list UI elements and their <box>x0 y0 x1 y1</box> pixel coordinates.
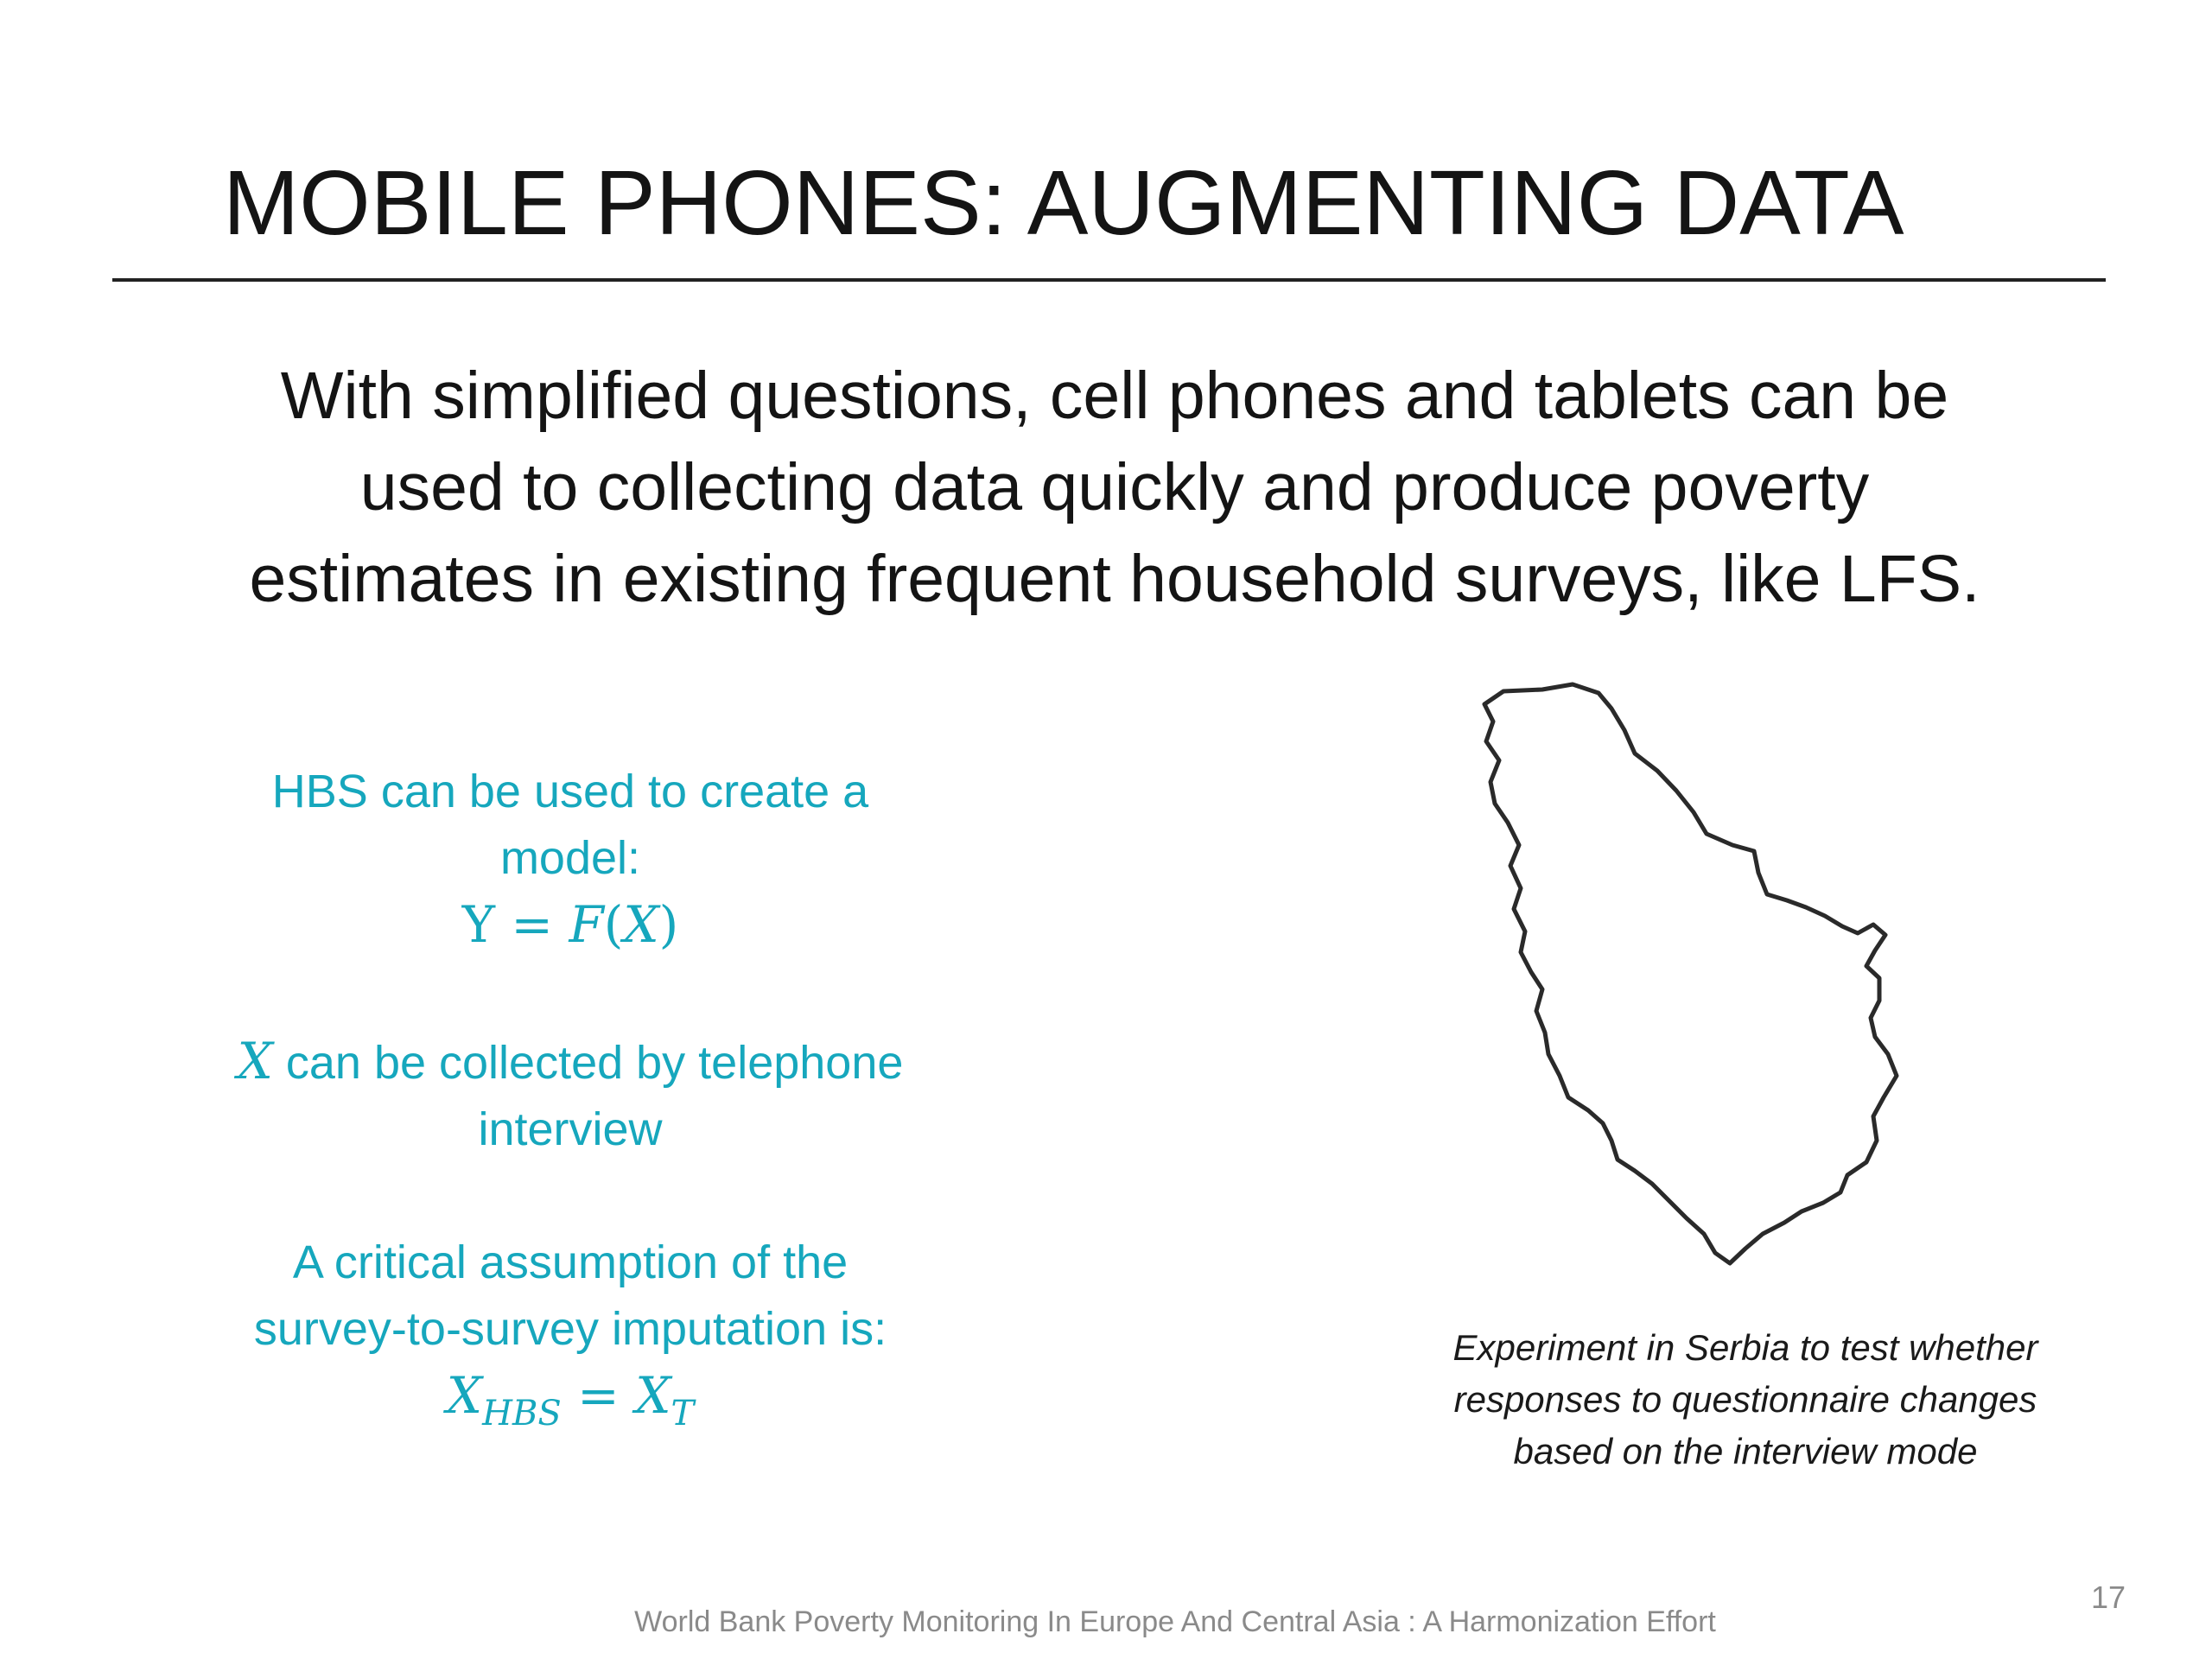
intro-line: used to collecting data quickly and produce poverty <box>359 450 1870 524</box>
formula-close-paren: ) <box>658 895 679 954</box>
model-text-line: model: <box>499 832 641 884</box>
intro-line: With simplified questions, cell phones and tablets can be <box>280 359 1949 433</box>
page-number: 17 <box>2090 1580 2126 1615</box>
model-block <box>156 759 985 958</box>
caption-line: based on the interview mode <box>1513 1431 1978 1471</box>
caption-line: Experiment in Serbia to test whether <box>1452 1327 2038 1368</box>
assumption-formula <box>156 1363 985 1447</box>
assumption-text-line: A critical assumption of the <box>292 1236 849 1288</box>
formula-equals: = <box>494 895 569 954</box>
model-text-line: HBS can be used to create a <box>271 766 869 817</box>
formula-lhs-subscript: HBS <box>482 1394 562 1433</box>
telephone-text: can be collected by telephone <box>272 1037 904 1089</box>
intro-line: estimates in existing frequent household surveys, like LFS. <box>249 542 1980 616</box>
variable-x: X <box>237 1032 273 1090</box>
formula-equals: = <box>561 1366 636 1425</box>
serbia-outline-icon <box>1313 674 1936 1279</box>
assumption-block <box>156 1230 985 1447</box>
telephone-text-line <box>156 1028 985 1096</box>
assumption-text-line: survey-to-survey imputation is: <box>253 1303 887 1355</box>
formula-lhs: Y <box>461 895 495 954</box>
model-formula <box>156 892 985 958</box>
formula-function: F <box>569 895 604 954</box>
serbia-map-image <box>1313 674 1936 1279</box>
map-caption <box>1348 1322 2143 1478</box>
caption-line: responses to questionnaire changes <box>1453 1379 2037 1420</box>
formula-rhs-subscript: T <box>671 1394 695 1433</box>
intro-paragraph <box>121 350 2108 625</box>
formula-open-paren: ( <box>603 895 624 954</box>
formula-rhs: X <box>635 1366 671 1425</box>
telephone-block <box>156 1028 985 1163</box>
formula-lhs: X <box>446 1366 483 1425</box>
slide-footer: World Bank Poverty Monitoring In Europe And Central Asia : A Harmonization Effort <box>634 1605 1716 1638</box>
formula-argument: X <box>623 895 659 954</box>
slide-title: MOBILE PHONES: AUGMENTING DATA <box>223 152 1904 254</box>
title-underline <box>112 278 2106 282</box>
telephone-text-line: interview <box>478 1103 663 1155</box>
